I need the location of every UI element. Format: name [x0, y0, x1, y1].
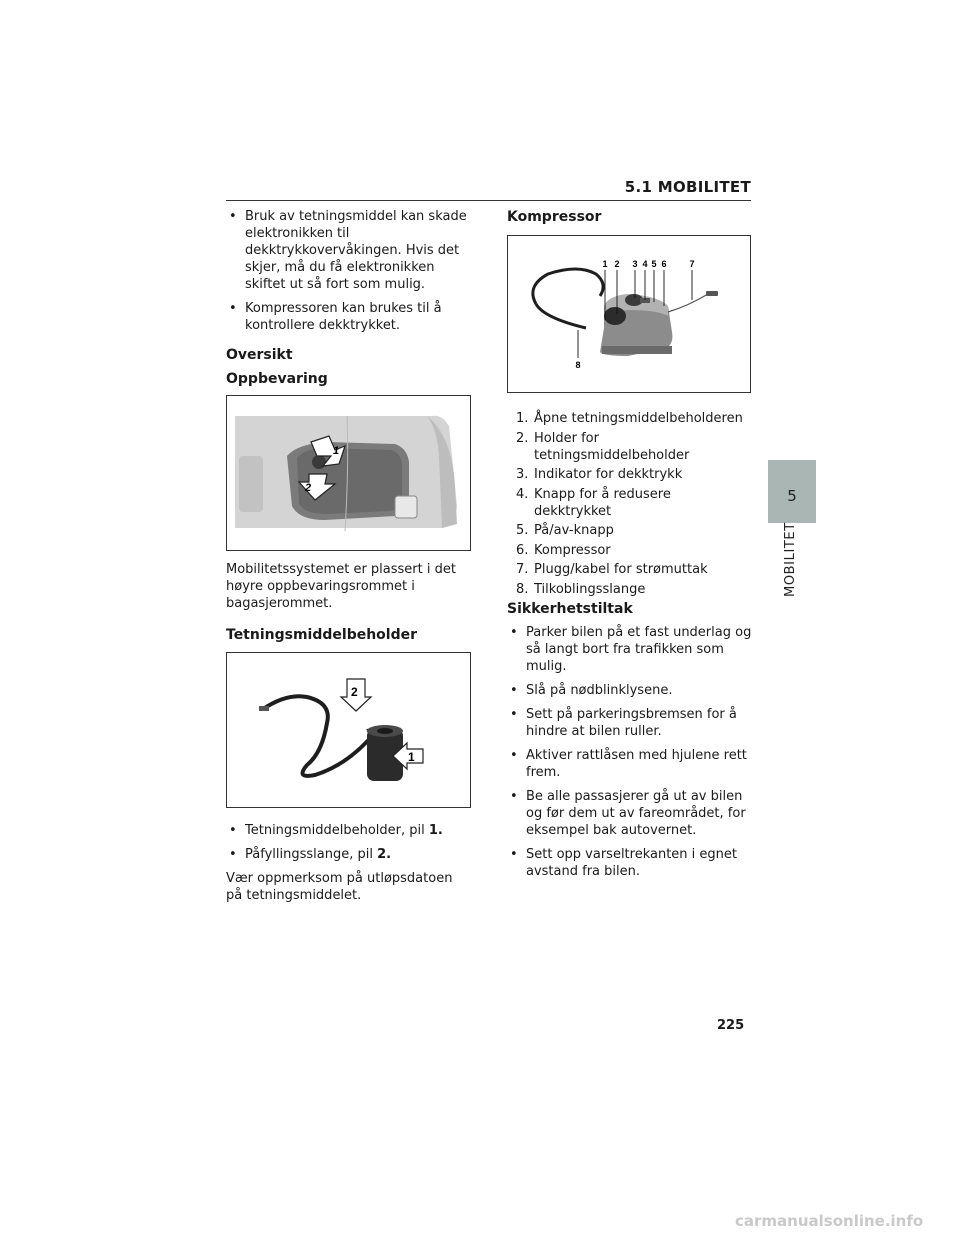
heading-container: Tetningsmiddelbeholder [226, 627, 418, 643]
compressor-figure [507, 235, 751, 393]
list-item: • Bruk av tetningsmiddel kan skade elektronikken til dekktrykkovervåkingen. Hvis det skjer, må du få elektronikken skiftet ut så fort som mulig. [226, 208, 471, 293]
list-item: • Tetningsmiddelbeholder, pil 1. [226, 822, 471, 839]
list-item: 8. Tilkoblingsslange [516, 581, 646, 597]
fig-label-1: 1 [333, 445, 340, 457]
section-header [226, 178, 751, 201]
storage-description: Mobilitetssystemet er plassert i det høyre oppbevaringsrommet i bagasjerommet. [226, 562, 456, 611]
callout-5: 5 [651, 259, 657, 269]
fig-label-2: 2 [305, 482, 312, 494]
fig-label-2: 2 [351, 685, 358, 699]
safety-bullet-list [507, 624, 752, 880]
heading-compressor: Kompressor [507, 209, 602, 225]
container-figure [226, 652, 471, 808]
chapter-number: 5 [787, 487, 797, 505]
page-number: 225 [717, 1018, 745, 1033]
right-column [507, 208, 752, 887]
callout-1: 1 [602, 259, 608, 269]
list-item: 6. Kompressor [516, 542, 611, 558]
list-item: • Sett på parkeringsbremsen for å hindre at bilen ruller. [507, 706, 752, 740]
left-column [226, 208, 471, 904]
storage-figure [226, 395, 471, 551]
chapter-tab [768, 460, 816, 523]
fig-label-1: 1 [408, 750, 415, 764]
list-item: • Sett opp varseltrekanten i egnet avstand fra bilen. [507, 846, 752, 880]
callout-8: 8 [575, 360, 581, 370]
trunk-storage-illustration [227, 396, 470, 550]
compressor-parts-list [507, 410, 752, 598]
container-bullet-list [226, 822, 471, 863]
list-item: 5. På/av-knapp [516, 523, 614, 538]
heading-overview: Oversikt [226, 347, 293, 363]
heading-storage: Oppbevaring [226, 371, 328, 387]
list-item: • Parker bilen på et fast underlag og så langt bort fra trafikken som mulig. [507, 624, 752, 675]
section-title: 5.1 MOBILITET [624, 178, 751, 196]
list-item: 2. Holder for tetningsmiddelbeholder [516, 430, 690, 463]
callout-3: 3 [632, 259, 638, 269]
compressor-illustration [508, 236, 750, 392]
callout-7: 7 [689, 259, 695, 269]
list-item: • Aktiver rattlåsen med hjulene rett frem. [507, 747, 752, 781]
list-item: • Kompressoren kan brukes til å kontrollere dekktrykket. [226, 300, 471, 334]
chapter-label: MOBILITET [783, 522, 798, 597]
list-item: • Påfyllingsslange, pil 2. [226, 846, 471, 863]
heading-safety: Sikkerhetstiltak [507, 601, 633, 617]
list-item: • Be alle passasjerer gå ut av bilen og før dem ut av fareområdet, for eksempel bak autovernet. [507, 788, 752, 839]
list-item: 7. Plugg/kabel for strømuttak [516, 562, 708, 577]
list-item: 1. Åpne tetningsmiddelbeholderen [516, 411, 743, 426]
callout-4: 4 [642, 259, 648, 269]
intro-bullet-list [226, 208, 471, 334]
list-item: • Slå på nødblinklysene. [507, 682, 752, 699]
list-item: 3. Indikator for dekktrykk [516, 467, 683, 482]
watermark: carmanualsonline.info [735, 1212, 924, 1230]
callout-2: 2 [614, 259, 620, 269]
expiry-note: Vær oppmerksom på utløpsdatoen på tetningsmiddelet. [226, 871, 453, 903]
sealant-container-illustration [227, 653, 470, 807]
callout-6: 6 [661, 259, 667, 269]
list-item: 4. Knapp for å redusere dekktrykket [516, 486, 671, 519]
